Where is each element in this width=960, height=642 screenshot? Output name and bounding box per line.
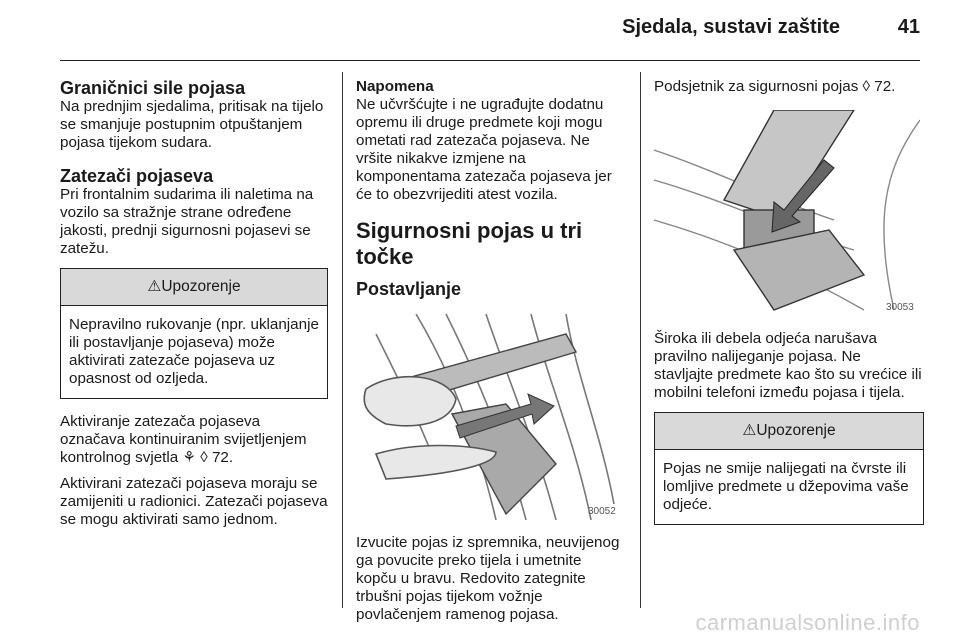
figure-number-30052: 30052 xyxy=(588,506,616,517)
heading-force-limiters: Graničnici sile pojasa xyxy=(60,78,246,98)
warning-header xyxy=(61,269,327,306)
warning-icon-2: ⚠ xyxy=(742,422,757,439)
column-3 xyxy=(654,78,924,539)
heading-pretensioners: Zatezači pojaseva xyxy=(60,166,214,186)
warning-box-2 xyxy=(654,412,924,525)
warning-title: Upozorenje xyxy=(161,278,241,295)
paragraph-pretensioners: Pri frontalnim sudarima ili naletima na vozilo sa stražnje strane određene jakosti, prednji sigurnosni pojasevi se zatežu. xyxy=(60,186,314,257)
paragraph-replacement: Aktivirani zatezači pojaseva moraju se zamijeniti u radionici. Zatezači pojaseva se mogu aktivirati samo jednom. xyxy=(60,475,328,528)
seatbelt-buckling-illustration xyxy=(356,314,622,520)
warning-title-2: Upozorenje xyxy=(756,422,836,439)
paragraph-activation: Aktiviranje zatezača pojaseva označava kontinuiranim svijetljenjem kontrolnog svjetla ⚘ ◊ 72. xyxy=(60,413,307,466)
column-1 xyxy=(60,78,328,537)
seatbelt-buckle-illustration xyxy=(654,110,920,316)
column-divider-2 xyxy=(640,72,641,608)
warning-text: Nepravilno rukovanje (npr. uklanjanje ili postavljanje pojaseva) može aktivirati zatezače pojaseva uz opasnost od ozljeda. xyxy=(69,316,319,387)
paragraph-reminder: Podsjetnik za sigurnosni pojas ◊ 72. xyxy=(654,78,896,95)
running-header-title: Sjedala, sustavi zaštite xyxy=(622,16,840,38)
warning-box xyxy=(60,268,328,399)
paragraph-force-limiters: Na prednjim sjedalima, pritisak na tijelo se smanjuje postupnim otpuštanjem pojasa tijekom sudara. xyxy=(60,98,324,151)
page-number: 41 xyxy=(897,16,920,38)
section-title: Sigurnosni pojas u tri točke xyxy=(356,218,583,269)
column-2 xyxy=(356,78,624,632)
note-title: Napomena xyxy=(356,78,434,95)
warning-header-2 xyxy=(655,413,923,450)
seatbelt-buckle-drawing xyxy=(654,110,920,316)
header-divider xyxy=(60,60,920,61)
note-text: Ne učvršćujte i ne ugrađujte dodatnu opremu ili druge predmete koji mogu ometati rad zatezača pojaseva. Ne vršite nikakve izmjene na komponentama zatezača pojaseva jer će to obezvrijediti atest vozila. xyxy=(356,96,612,203)
seatbelt-buckling-drawing xyxy=(356,314,622,520)
watermark: carmanualsonline.info xyxy=(695,610,920,635)
warning-text-2: Pojas ne smije nalijegati na čvrste ili lomljive predmete u džepovima vaše odjeće. xyxy=(663,460,909,513)
paragraph-buckling-instructions: Izvucite pojas iz spremnika, neuvijenog ga povucite preko tijela i umetnite kopču u bravu. Redovito zategnite trbušni pojas tijekom vožnje povlačenjem ramenog pojasa. xyxy=(356,534,620,623)
subsection-title: Postavljanje xyxy=(356,279,462,299)
column-divider-1 xyxy=(342,72,343,608)
warning-icon: ⚠ xyxy=(147,278,162,295)
paragraph-clothing: Široka ili debela odjeća narušava pravilno nalijeganje pojasa. Ne stavljajte predmete kao što su vrećice ili mobilni telefoni između pojasa i tijela. xyxy=(654,330,922,401)
figure-number-30053: 30053 xyxy=(886,302,914,313)
